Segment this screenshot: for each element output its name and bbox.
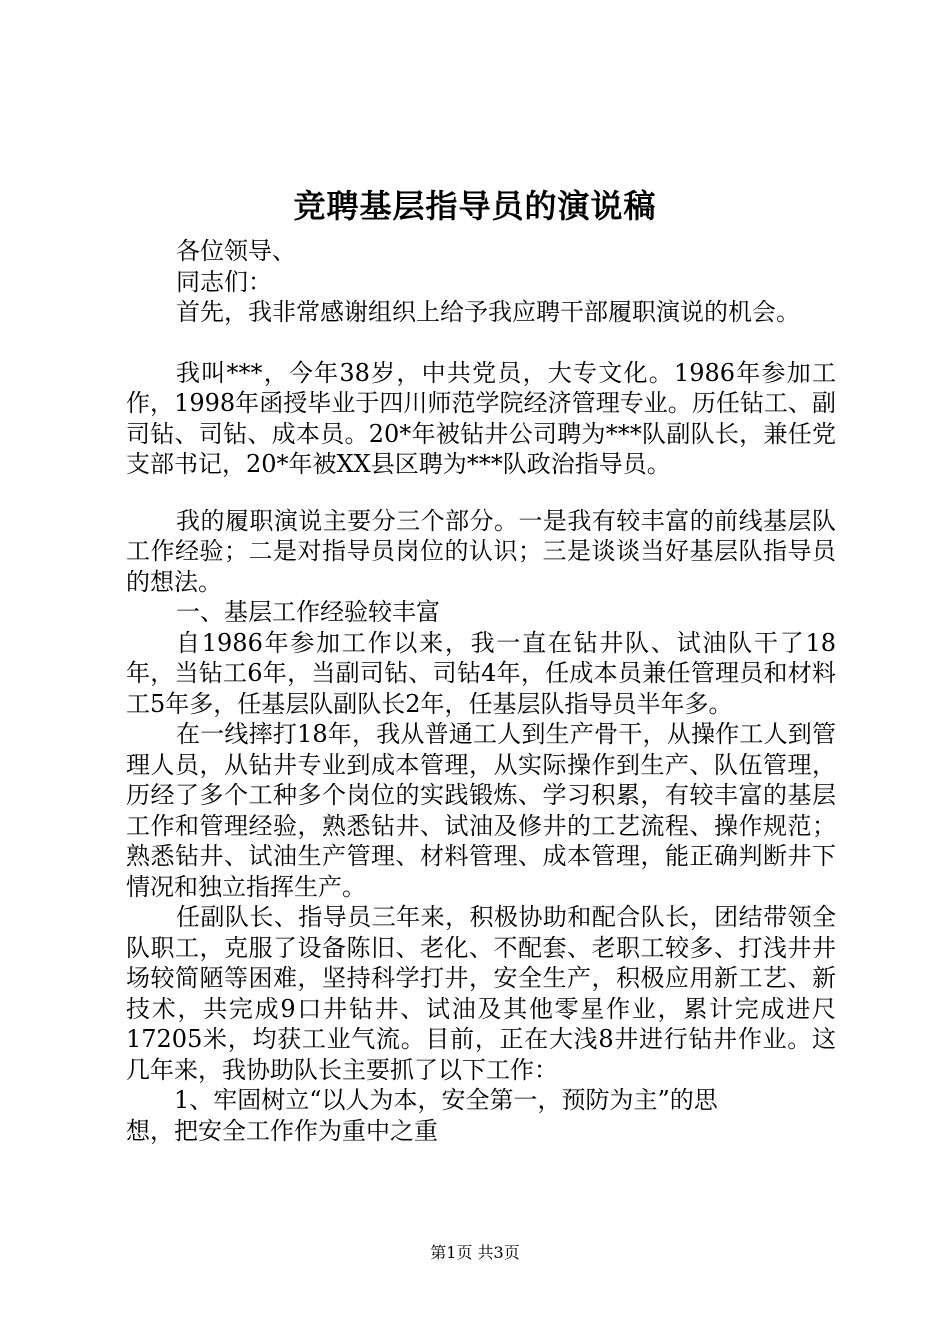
paragraph-experience: 自1986年参加工作以来，我一直在钻井队、试油队干了18年，当钻工6年，当副司钻、司钻4年，任成本员兼任管理员和材料工5年多，任基层队副队长2年，任基层队指导员半年多。 xyxy=(126,628,836,718)
paragraph-outline: 我的履职演说主要分三个部分。一是我有较丰富的前线基层队工作经验；二是对指导员岗位的认识；三是谈谈当好基层队指导员的想法。 xyxy=(126,506,836,596)
page-footer: 第1页 共3页 xyxy=(430,1243,520,1262)
document-body xyxy=(126,236,836,1146)
list-item-safety-continued: 想，把安全工作作为重中之重 xyxy=(126,1116,438,1145)
list-item-safety: 1、牢固树立“以人为本，安全第一，预防为主”的思 xyxy=(174,1086,718,1114)
paragraph-self-intro: 我叫***，今年38岁，中共党员，大专文化。1986年参加工作，1998年函授毕业于四川师范学院经济管理专业。历任钻工、副司钻、司钻、成本员。20*年被钻井公司聘为***队副队长，兼任党支部书记，20*年被XX县区聘为***队政治指导员。 xyxy=(126,358,836,478)
salutation-leaders: 各位领导、 xyxy=(176,237,296,265)
salutation-comrades: 同志们： xyxy=(176,267,272,296)
paragraph-frontline: 在一线摔打18年，我从普通工人到生产骨干，从操作工人到管理人员，从钻井专业到成本管理，从实际操作到生产、队伍管理，历经了多个工种多个岗位的实践锻炼、学习积累，有较丰富的基层工作和管理经验，熟悉钻井、试油及修井的工艺流程、操作规范；熟悉钻井、试油生产管理、材料管理、成本管理，能正确判断井下情况和独立指挥生产。 xyxy=(126,720,836,901)
document-title: 竞聘基层指导员的演说稿 xyxy=(293,187,657,225)
paragraph-opening: 首先，我非常感谢组织上给予我应聘干部履职演说的机会。 xyxy=(176,298,800,326)
section-heading-1: 一、基层工作经验较丰富 xyxy=(176,598,440,626)
paragraph-deputy: 任副队长、指导员三年来，积极协助和配合队长，团结带领全队职工，克服了设备陈旧、老化、不配套、老职工较多、打浅井井场较简陋等困难，坚持科学打井，安全生产，积极应用新工艺、新技术，共完成9口井钻井、试油及其他零星作业，累计完成进尺17205米，均获工业气流。目前，正在大浅8井进行钻井作业。这几年来，我协助队长主要抓了以下工作： xyxy=(126,903,836,1084)
